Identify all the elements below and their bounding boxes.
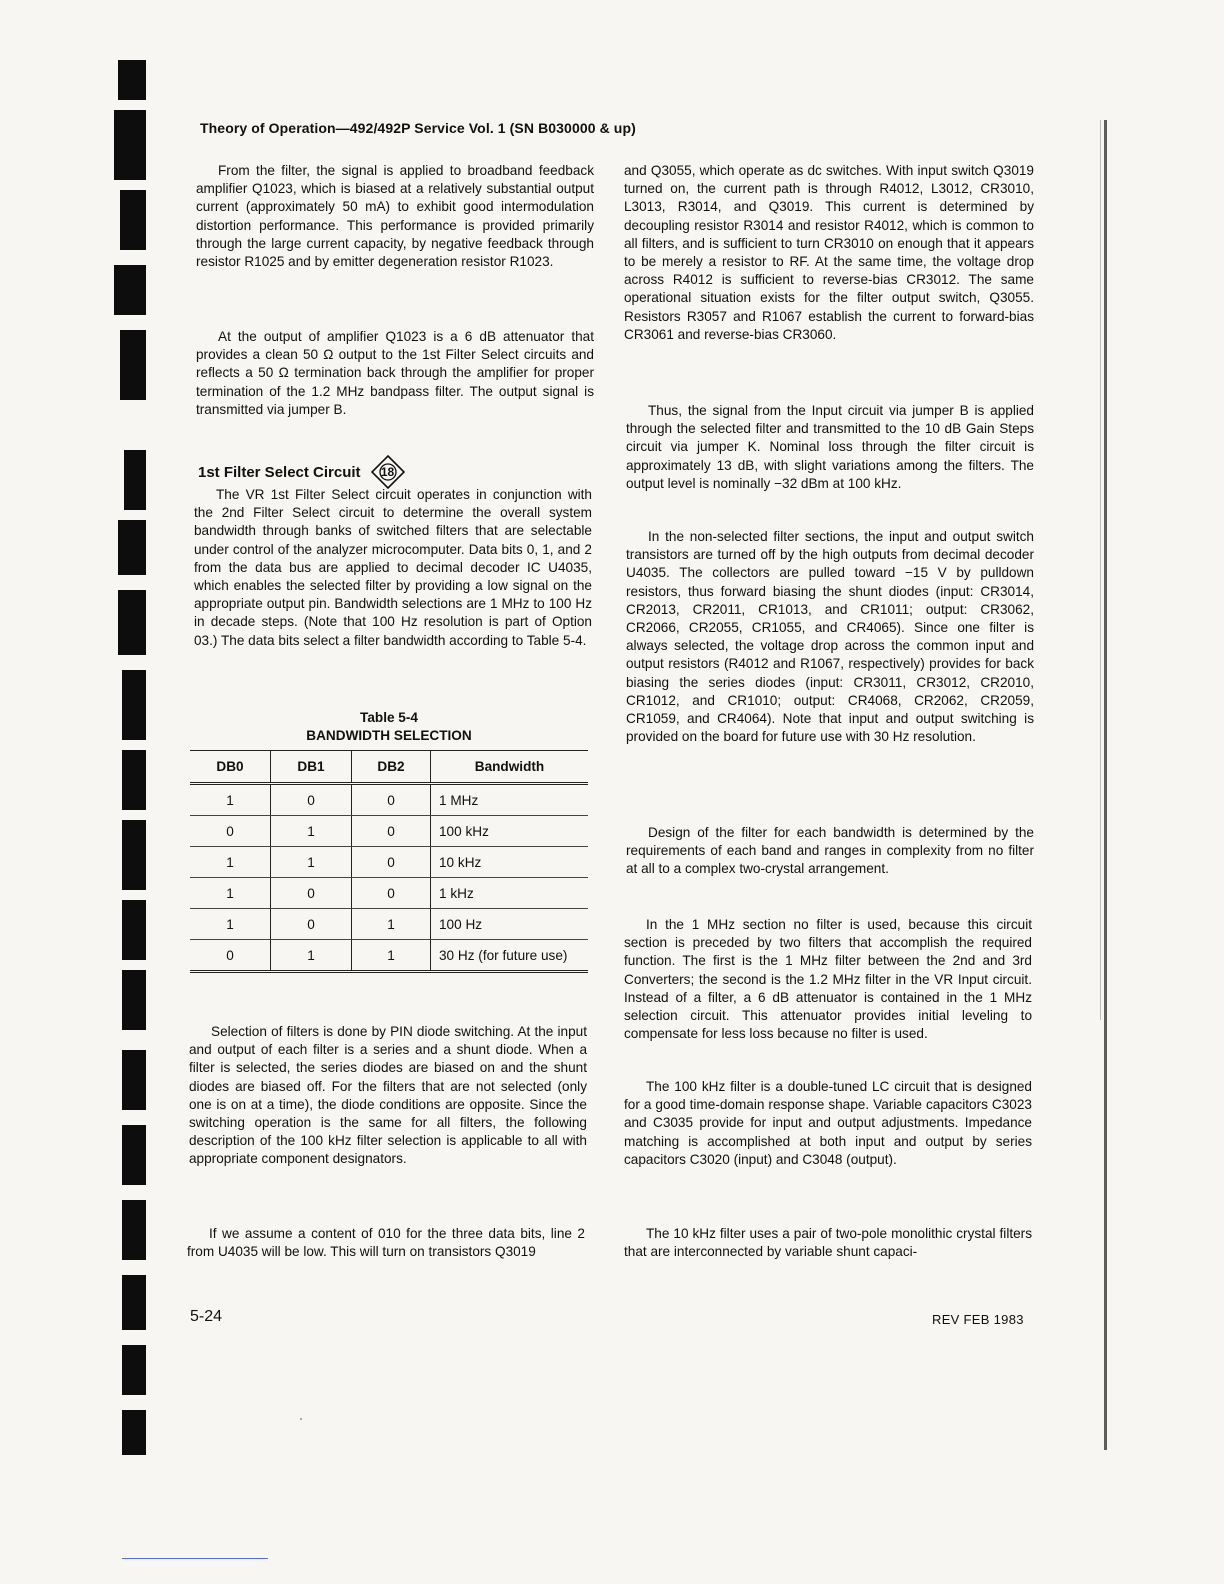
right-para-5: [624, 916, 1032, 1043]
binding-tab: [122, 670, 146, 740]
binding-tab: [122, 1200, 146, 1260]
margin-rule: [1104, 120, 1107, 1450]
right-para-1: [624, 162, 1034, 344]
paragraph: Design of the filter for each bandwidth is determined by the requirements of each band and ranges in complexity from no filter at all to a complex two-crystal arrangement.: [626, 825, 1034, 877]
binding-tab: [118, 60, 146, 100]
paragraph: The 10 kHz filter uses a pair of two-pole monolithic crystal filters that are interconnected by variable shunt capaci-: [624, 1226, 1032, 1260]
table-cell: 0: [271, 909, 352, 940]
binding-tab: [114, 110, 146, 180]
binding-tab: [122, 1345, 146, 1395]
table-title: BANDWIDTH SELECTION: [306, 728, 472, 743]
right-para-7: [624, 1225, 1032, 1261]
table-cell: 1 MHz: [431, 784, 589, 816]
binding-tab: [122, 1050, 146, 1110]
margin-rule: [1100, 120, 1101, 1020]
table-cell: 100 kHz: [431, 816, 589, 847]
binding-tab: [118, 520, 146, 575]
table-row: [190, 816, 588, 847]
binding-tab: [122, 820, 146, 890]
paragraph: and Q3055, which operate as dc switches. With input switch Q3019 turned on, the current path is through R4012, L3012, CR3010, L3013, R3014, and Q3019. This current is determined by decoupling resistor R3014 and resistor R4012, which is common to all filters, and is sufficient to turn CR3010 on enough that it appears to be merely a resistor to RF. At the same time, the voltage drop across R4012 is sufficient to reverse-bias CR3012. The same operational situation exists for the filter output switch, Q3055. Resistors R3057 and R1067 establish the current to forward-bias CR3061 and reverse-bias CR3060.: [624, 163, 1034, 342]
table-row: [190, 847, 588, 878]
left-para-3: [194, 486, 592, 650]
paragraph: Thus, the signal from the Input circuit via jumper B is applied through the selected filter and transmitted to the 10 dB Gain Steps circuit via jumper K. Nominal loss through the filter circuit is approximately 13 dB, with slight variations among the filters. The output level is nominally −32 dBm at 100 kHz.: [626, 403, 1034, 491]
binding-tab: [122, 1275, 146, 1330]
table-cell: 0: [271, 878, 352, 909]
paragraph: At the output of amplifier Q1023 is a 6 dB attenuator that provides a clean 50 Ω output to the 1st Filter Select circuits and reflects a 50 Ω termination back through the amplifier for proper termination of the 1.2 MHz bandpass filter. The output signal is transmitted via jumper B.: [196, 329, 594, 417]
table-cell: 1: [271, 847, 352, 878]
table-cell: 0: [352, 816, 431, 847]
paragraph: The VR 1st Filter Select circuit operates in conjunction with the 2nd Filter Select circuit to determine the overall system bandwidth through banks of switched filters that are selectable under control of the analyzer microcomputer. Data bits 0, 1, and 2 from the data bus are applied to decimal decoder IC U4035, which enables the selected filter by providing a low signal on the appropriate output pin. Bandwidth selections are 1 MHz to 100 Hz in decade steps. (Note that 100 Hz resolution is part of Option 03.) The data bits select a filter bandwidth according to Table 5-4.: [194, 487, 592, 648]
paragraph: In the 1 MHz section no filter is used, because this circuit section is preceded by two filters that accomplish the required function. The first is the 1 MHz filter between the 2nd and 3rd Converters; the second is the 1.2 MHz filter in the VR Input circuit. Instead of a filter, a 6 dB attenuator is contained in the 1 MHz selection circuit. This attenuator provides initial leveling to compensate for less loss because no filter is used.: [624, 917, 1032, 1042]
table-cell: 0: [352, 878, 431, 909]
page-header: Theory of Operation—492/492P Service Vol. 1 (SN B030000 & up): [200, 120, 636, 136]
page-number: 5-24: [190, 1308, 223, 1325]
diagram-reference-badge: [371, 455, 405, 489]
column-header: Bandwidth: [431, 751, 589, 784]
table-cell: 1: [271, 816, 352, 847]
column-header: DB0: [190, 751, 271, 784]
revision-date: REV FEB 1983: [932, 1312, 1024, 1327]
right-para-6: [624, 1078, 1032, 1169]
table-cell: 30 Hz (for future use): [431, 940, 589, 972]
right-para-4: [626, 824, 1034, 879]
left-para-1: [196, 162, 594, 271]
table-cell: 1: [190, 847, 271, 878]
table-cell: 1: [190, 784, 271, 816]
section-heading: [198, 455, 405, 489]
binding-tab: [122, 970, 146, 1030]
table-cell: 1: [352, 940, 431, 972]
paragraph: From the filter, the signal is applied to broadband feedback amplifier Q1023, which is biased at a relatively substantial output current (approximately 50 mA) to exhibit good intermodulation distortion performance. This performance is provided primarily through the large current capacity, by negative feedback through resistor R1025 and by emitter degeneration resistor R1023.: [196, 163, 594, 270]
section-title: 1st Filter Select Circuit: [198, 463, 361, 481]
table-cell: 1: [352, 909, 431, 940]
paragraph: In the non-selected filter sections, the input and output switch transistors are turned off by the high outputs from decimal decoder U4035. The collectors are pulled toward −15 V by pulldown resistors, thus forward biasing the shunt diodes (input: CR3014, CR2013, CR2011, CR1013, and CR1011; output: CR3062, CR2066, CR2055, CR1055, and CR4065). Since one filter is always selected, the voltage drop across the common input and output resistors (R4012 and R1067, respectively) provides for back biasing the series diodes (input: CR3011, CR3012, CR2010, CR1012, and CR1010; output: CR4068, CR2062, CR2059, CR1059, and CR4064). Note that input and output switching is provided on the board for future use with 30 Hz resolution.: [626, 529, 1034, 745]
table-cell: 10 kHz: [431, 847, 589, 878]
column-header: DB2: [352, 751, 431, 784]
table-cell: 0: [271, 784, 352, 816]
paragraph: If we assume a content of 010 for the three data bits, line 2 from U4035 will be low. This will turn on transistors Q3019: [187, 1226, 585, 1260]
left-para-2: [196, 328, 594, 419]
binding-tab: [124, 450, 146, 510]
table-row: [190, 784, 588, 816]
table-cell: 0: [352, 784, 431, 816]
table-cell: 1 kHz: [431, 878, 589, 909]
binding-tab: [114, 265, 146, 315]
binding-tab: [122, 1410, 146, 1455]
scan-speck: [300, 1418, 302, 1420]
table-cell: 100 Hz: [431, 909, 589, 940]
badge-number: 18: [380, 465, 395, 479]
left-para-4: [189, 1023, 587, 1169]
table-cell: 1: [190, 909, 271, 940]
table-cell: 1: [271, 940, 352, 972]
binding-tab: [120, 190, 146, 250]
paragraph: Selection of filters is done by PIN diode switching. At the input and output of each filter is a series and a shunt diode. When a filter is selected, the series diodes are biased on and the shunt diodes are biased off. For the filters that are not selected (only one is on at a time), the diode conditions are opposite. Since the switching operation is the same for all filters, the following description of the 100 kHz filter selection is applicable to all with appropriate component designators.: [189, 1024, 587, 1167]
table-cell: 0: [190, 816, 271, 847]
binding-tab: [118, 590, 146, 655]
left-para-5: [187, 1225, 585, 1261]
table-caption: Table 5-4: [360, 710, 418, 725]
binding-tab: [120, 330, 146, 400]
table-header-row: [190, 751, 588, 784]
right-para-2: [626, 402, 1034, 493]
binding-tab: [122, 750, 146, 810]
table-row: [190, 940, 588, 972]
binding-tabs: [110, 50, 150, 1460]
column-header: DB1: [271, 751, 352, 784]
right-para-3: [626, 528, 1034, 746]
table-cell: 0: [190, 940, 271, 972]
scan-edge-line: [122, 1558, 268, 1559]
paragraph: The 100 kHz filter is a double-tuned LC circuit that is designed for a good time-domain response shape. Variable capacitors C3023 and C3035 provide for input and output adjustments. Impedance matching is accomplished at both input and output by series capacitors C3020 (input) and C3048 (output).: [624, 1079, 1032, 1167]
table-row: [190, 909, 588, 940]
binding-tab: [122, 1125, 146, 1185]
binding-tab: [122, 900, 146, 960]
table-cell: 0: [352, 847, 431, 878]
bandwidth-table: [190, 750, 588, 973]
table-cell: 1: [190, 878, 271, 909]
table-row: [190, 878, 588, 909]
